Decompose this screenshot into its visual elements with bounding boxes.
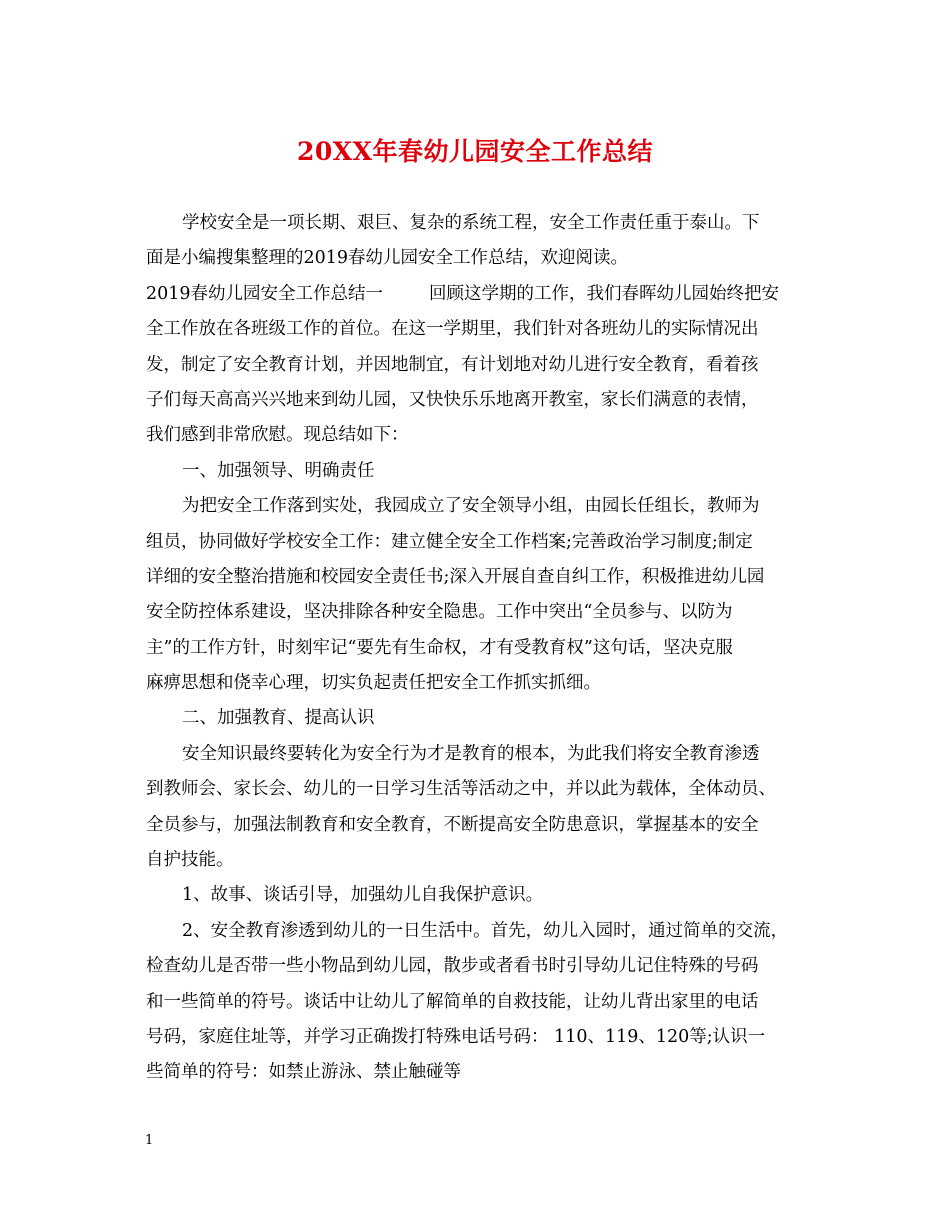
page-number: 1 (145, 1133, 154, 1148)
paragraph-line: 2019春幼儿园安全工作总结一 回顾这学期的工作，我们春晖幼儿园始终把安 (146, 283, 780, 304)
paragraph-line: 子们每天高高兴兴地来到幼儿园，又快快乐乐地离开教室，家长们满意的表情， (146, 389, 759, 410)
paragraph-line: 全员参与，加强法制教育和安全教育，不断提高安全防患意识，掌握基本的安全 (146, 814, 759, 835)
paragraph-line: 和一些简单的符号。谈话中让幼儿了解简单的自救技能，让幼儿背出家里的电话 (146, 991, 759, 1012)
paragraph-line: 为把安全工作落到实处，我园成立了安全领导小组，由园长任组长，教师为 (182, 496, 760, 517)
list-item: 1、故事、谈话引导，加强幼儿自我保护意识。 (182, 885, 544, 906)
section-heading: 二、加强教育、提高认识 (182, 708, 375, 729)
paragraph-line: 安全防控体系建设，坚决排除各种安全隐患。工作中突出“全员参与、以防为 (146, 602, 733, 623)
paragraph-line: 发，制定了安全教育计划，并因地制宜，有计划地对幼儿进行安全教育，看着孩 (146, 354, 759, 375)
paragraph-line: 我们感到非常欣慰。现总结如下： (146, 425, 409, 446)
paragraph-line: 到教师会、家长会、幼儿的一日学习生活等活动之中，并以此为载体，全体动员、 (146, 779, 776, 800)
paragraph-line: 详细的安全整治措施和校园安全责任书;深入开展自查自纠工作，积极推进幼儿园 (146, 566, 765, 587)
paragraph-line: 麻痹思想和侥幸心理，切实负起责任把安全工作抓实抓细。 (146, 673, 601, 694)
list-item: 2、安全教育渗透到幼儿的一日生活中。首先，幼儿入园时，通过简单的交流， (182, 920, 789, 941)
paragraph-line: 面是小编搜集整理的2019春幼儿园安全工作总结，欢迎阅读。 (146, 248, 629, 269)
paragraph-line: 学校安全是一项长期、艰巨、复杂的系统工程，安全工作责任重于泰山。下 (182, 213, 760, 233)
paragraph-line: 些简单的符号：如禁止游泳、禁止触碰等 (146, 1062, 461, 1083)
paragraph-line: 检查幼儿是否带一些小物品到幼儿园，散步或者看书时引导幼儿记住特殊的号码 (146, 956, 759, 977)
document-title: 20XX年春幼儿园安全工作总结 (296, 137, 654, 166)
paragraph-line: 安全知识最终要转化为安全行为才是教育的根本，为此我们将安全教育渗透 (182, 743, 760, 764)
paragraph-line: 号码，家庭住址等，并学习正确拨打特殊电话号码： 110、119、120等;认识一 (146, 1026, 766, 1047)
paragraph-line: 主”的工作方针，时刻牢记“要先有生命权，才有受教育权”这句话，坚决克服 (146, 637, 733, 658)
paragraph-line: 自护技能。 (146, 850, 234, 871)
paragraph-line: 全工作放在各班级工作的首位。在这一学期里，我们针对各班幼儿的实际情况出 (146, 319, 759, 340)
document-body (146, 206, 806, 1091)
section-heading: 一、加强领导、明确责任 (182, 460, 375, 481)
section-heading: 2019春幼儿园安全工作总结一 (146, 283, 384, 304)
paragraph-line: 组员，协同做好学校安全工作：建立健全安全工作档案;完善政治学习制度;制定 (146, 531, 753, 552)
